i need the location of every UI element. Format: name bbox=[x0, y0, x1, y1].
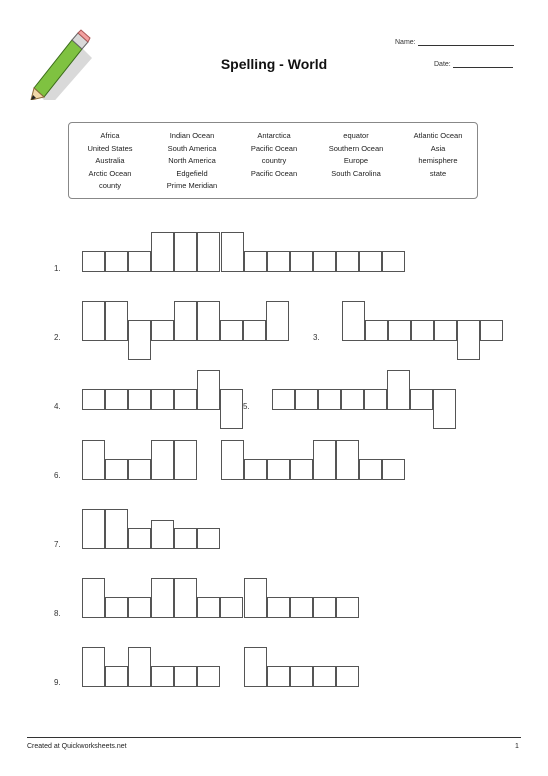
letter-box[interactable] bbox=[342, 301, 365, 341]
word-bank-item: Antarctica bbox=[257, 131, 291, 140]
word-bank-item: Indian Ocean bbox=[169, 131, 215, 140]
name-line bbox=[418, 38, 514, 46]
date-field[interactable] bbox=[434, 60, 513, 68]
question-number: 7. bbox=[54, 540, 61, 549]
letter-box[interactable] bbox=[174, 528, 197, 549]
letter-box[interactable] bbox=[128, 389, 151, 410]
letter-box[interactable] bbox=[457, 320, 480, 360]
letter-box[interactable] bbox=[197, 232, 220, 272]
word-bank-item: equator bbox=[343, 131, 369, 140]
letter-box[interactable] bbox=[433, 389, 456, 429]
page-title: Spelling - World bbox=[220, 56, 328, 72]
letter-box[interactable] bbox=[197, 528, 220, 549]
word-bank-item: North America bbox=[168, 156, 216, 166]
letter-box[interactable] bbox=[290, 251, 313, 272]
letter-box[interactable] bbox=[388, 320, 411, 341]
letter-box[interactable] bbox=[295, 389, 318, 410]
question-number: 5. bbox=[243, 402, 250, 411]
letter-box[interactable] bbox=[174, 389, 197, 410]
letter-box[interactable] bbox=[290, 459, 313, 480]
letter-box[interactable] bbox=[244, 578, 267, 618]
word-bank-item: Edgefield bbox=[176, 168, 208, 178]
letter-box[interactable] bbox=[266, 301, 289, 341]
letter-box[interactable] bbox=[82, 440, 105, 480]
letter-box[interactable] bbox=[174, 666, 197, 687]
letter-box[interactable] bbox=[174, 232, 197, 272]
letter-box[interactable] bbox=[313, 597, 336, 618]
letter-box[interactable] bbox=[313, 251, 336, 272]
letter-box[interactable] bbox=[220, 389, 243, 429]
letter-box[interactable] bbox=[267, 459, 290, 480]
question-number: 9. bbox=[54, 678, 61, 687]
letter-box[interactable] bbox=[128, 320, 151, 360]
letter-box[interactable] bbox=[382, 459, 405, 480]
letter-box[interactable] bbox=[174, 440, 197, 480]
letter-box[interactable] bbox=[105, 389, 128, 410]
word-bank-column bbox=[69, 130, 151, 193]
word-bank-item: country bbox=[261, 156, 287, 166]
letter-box[interactable] bbox=[105, 597, 128, 618]
word-bank-item: Prime Meridian bbox=[166, 181, 218, 191]
page-number: 1 bbox=[515, 743, 519, 750]
letter-box[interactable] bbox=[128, 528, 151, 549]
word-bank-item: hemisphere bbox=[418, 156, 458, 166]
letter-box[interactable] bbox=[313, 666, 336, 687]
letter-box[interactable] bbox=[359, 251, 382, 272]
word-bank-item: South Carolina bbox=[331, 168, 381, 178]
letter-box[interactable] bbox=[221, 440, 244, 480]
word-bank-item: Southern Ocean bbox=[328, 143, 384, 153]
letter-box[interactable] bbox=[151, 578, 174, 618]
letter-box[interactable] bbox=[105, 251, 128, 272]
letter-box[interactable] bbox=[82, 647, 105, 687]
question-number: 4. bbox=[54, 402, 61, 411]
letter-box[interactable] bbox=[197, 301, 220, 341]
letter-box[interactable] bbox=[151, 520, 174, 549]
letter-box[interactable] bbox=[267, 597, 290, 618]
letter-box[interactable] bbox=[151, 389, 174, 410]
letter-box[interactable] bbox=[341, 389, 364, 410]
word-bank-item: Australia bbox=[95, 156, 125, 166]
footer-divider bbox=[27, 737, 521, 738]
question-number: 8. bbox=[54, 609, 61, 618]
letter-box[interactable] bbox=[151, 440, 174, 480]
name-field[interactable] bbox=[395, 38, 514, 46]
letter-box[interactable] bbox=[197, 597, 220, 618]
letter-box[interactable] bbox=[105, 509, 128, 549]
letter-box[interactable] bbox=[220, 597, 243, 618]
word-bank-item: Asia bbox=[430, 143, 446, 153]
letter-box[interactable] bbox=[151, 320, 174, 341]
question-number: 1. bbox=[54, 264, 61, 273]
letter-box[interactable] bbox=[82, 251, 105, 272]
letter-box[interactable] bbox=[244, 647, 267, 687]
letter-box[interactable] bbox=[82, 389, 105, 410]
letter-box[interactable] bbox=[151, 666, 174, 687]
letter-box[interactable] bbox=[128, 647, 151, 687]
letter-box[interactable] bbox=[411, 320, 434, 341]
letter-box[interactable] bbox=[318, 389, 341, 410]
letter-box[interactable] bbox=[128, 597, 151, 618]
letter-box[interactable] bbox=[174, 578, 197, 618]
word-bank-item: state bbox=[429, 168, 447, 178]
word-bank-item: Atlantic Ocean bbox=[413, 131, 463, 140]
letter-box[interactable] bbox=[382, 251, 405, 272]
letter-box[interactable] bbox=[151, 232, 174, 272]
letter-box[interactable] bbox=[243, 320, 266, 341]
question-number: 6. bbox=[54, 471, 61, 480]
letter-box[interactable] bbox=[359, 459, 382, 480]
word-bank-item: South America bbox=[167, 143, 217, 153]
letter-box[interactable] bbox=[128, 459, 151, 480]
word-bank-item: United States bbox=[87, 143, 133, 153]
letter-box[interactable] bbox=[290, 666, 313, 687]
word-bank-column bbox=[151, 130, 233, 193]
letter-box[interactable] bbox=[336, 251, 359, 272]
letter-box[interactable] bbox=[434, 320, 457, 341]
letter-box[interactable] bbox=[272, 389, 295, 410]
letter-box[interactable] bbox=[290, 597, 313, 618]
letter-box[interactable] bbox=[336, 666, 359, 687]
letter-box[interactable] bbox=[197, 666, 220, 687]
letter-box[interactable] bbox=[244, 251, 267, 272]
letter-box[interactable] bbox=[82, 578, 105, 618]
letter-box[interactable] bbox=[82, 301, 105, 341]
letter-box[interactable] bbox=[365, 320, 388, 341]
footer-credit: Created at Quickworksheets.net bbox=[27, 743, 127, 750]
date-label: Date: bbox=[434, 61, 451, 68]
letter-box[interactable] bbox=[336, 440, 359, 480]
letter-box[interactable] bbox=[336, 597, 359, 618]
name-label: Name: bbox=[395, 39, 416, 46]
word-bank-item: Arctic Ocean bbox=[88, 168, 132, 178]
word-bank bbox=[68, 122, 478, 199]
word-bank-column bbox=[315, 130, 397, 180]
letter-box[interactable] bbox=[82, 509, 105, 549]
letter-box[interactable] bbox=[244, 459, 267, 480]
letter-box[interactable] bbox=[221, 232, 244, 272]
letter-box[interactable] bbox=[105, 666, 128, 687]
letter-box[interactable] bbox=[364, 389, 387, 410]
letter-box[interactable] bbox=[267, 666, 290, 687]
word-bank-item: Europe bbox=[343, 156, 369, 166]
letter-box[interactable] bbox=[387, 370, 410, 410]
letter-box[interactable] bbox=[220, 320, 243, 341]
letter-box[interactable] bbox=[197, 370, 220, 410]
letter-box[interactable] bbox=[128, 251, 151, 272]
question-number: 2. bbox=[54, 333, 61, 342]
letter-box[interactable] bbox=[105, 301, 128, 341]
letter-box[interactable] bbox=[480, 320, 503, 341]
word-bank-item: Africa bbox=[100, 131, 120, 140]
question-number: 3. bbox=[313, 333, 320, 342]
word-bank-column bbox=[233, 130, 315, 180]
letter-box[interactable] bbox=[267, 251, 290, 272]
letter-box[interactable] bbox=[410, 389, 433, 410]
date-line bbox=[453, 60, 513, 68]
word-bank-item: Pacific Ocean bbox=[250, 143, 298, 153]
word-bank-item: county bbox=[98, 181, 122, 191]
letter-box[interactable] bbox=[105, 459, 128, 480]
letter-box[interactable] bbox=[313, 440, 336, 480]
word-bank-item: Pacific Ocean bbox=[250, 168, 298, 178]
letter-box[interactable] bbox=[174, 301, 197, 341]
word-bank-column bbox=[397, 130, 479, 180]
